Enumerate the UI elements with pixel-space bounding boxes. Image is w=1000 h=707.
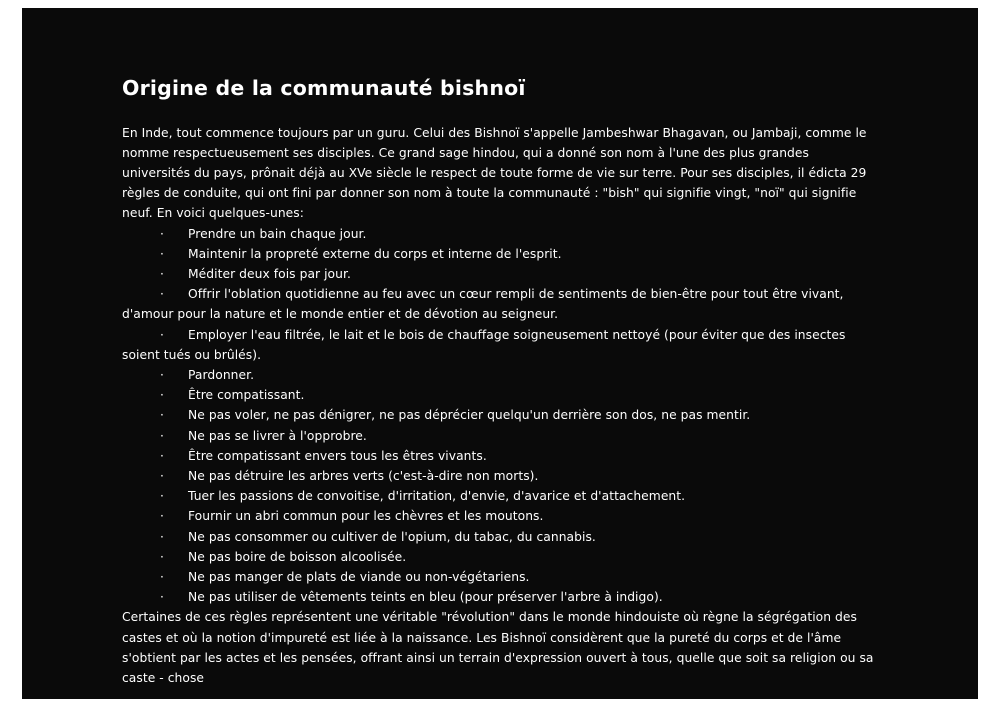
rule-text: Ne pas consommer ou cultiver de l'opium, du tabac, du cannabis. — [188, 529, 596, 544]
rule-text: Méditer deux fois par jour. — [188, 267, 351, 282]
rule-text: Fournir un abri commun pour les chèvres et les moutons. — [188, 509, 544, 524]
bullet-icon: · — [160, 388, 164, 403]
list-item — [122, 284, 874, 324]
bullet-icon: · — [160, 590, 164, 605]
list-item — [122, 405, 874, 425]
page-title: Origine de la communauté bishnoï — [122, 76, 526, 100]
rule-text: Pardonner. — [188, 368, 255, 383]
bullet-icon: · — [160, 489, 164, 504]
rule-text: Tuer les passions de convoitise, d'irritation, d'envie, d'avarice et d'attachement. — [188, 489, 686, 504]
bullet-icon: · — [160, 509, 164, 524]
rule-text: Être compatissant. — [188, 388, 305, 403]
intro-paragraph: En Inde, tout commence toujours par un guru. Celui des Bishnoï s'appelle Jambeshwar Bhagavan, ou Jambaji, comme le nomme respectueusement ses disciples. Ce grand sage hindou, qui a donné son nom à l'une des plus grandes universités du pays, prônait déjà au XVe siècle le respect de toute forme de vie sur terre. Pour ses disciples, il édicta 29 règles de conduite, qui ont fini par donner son nom à toute la communauté : "bish" qui signifie vingt, "noï" qui signifie neuf. En voici quelques-unes: — [122, 125, 867, 221]
rule-text: Offrir l'oblation quotidienne au feu avec un cœur rempli de sentiments de bien-être pour tout être vivant, d'amour pour la nature et le monde entier et de dévotion au seigneur. — [122, 287, 844, 322]
rule-text: Ne pas manger de plats de viande ou non-végétariens. — [188, 570, 530, 585]
list-item — [122, 385, 874, 405]
rule-text: Employer l'eau filtrée, le lait et le bois de chauffage soigneusement nettoyé (pour éviter que des insectes soient tués ou brûlés). — [122, 327, 846, 362]
bullet-icon: · — [160, 327, 164, 342]
bullet-icon: · — [160, 267, 164, 282]
bullet-icon: · — [160, 368, 164, 383]
list-item — [122, 506, 874, 526]
rule-text: Ne pas détruire les arbres verts (c'est-à-dire non morts). — [188, 469, 539, 484]
list-item — [122, 446, 874, 466]
rule-text: Ne pas utiliser de vêtements teints en bleu (pour préserver l'arbre à indigo). — [188, 590, 663, 605]
rules-list — [122, 224, 874, 608]
rule-text: Ne pas se livrer à l'opprobre. — [188, 428, 367, 443]
list-item — [122, 466, 874, 486]
bullet-icon: · — [160, 570, 164, 585]
list-item — [122, 527, 874, 547]
list-item — [122, 486, 874, 506]
rule-text: Prendre un bain chaque jour. — [188, 226, 367, 241]
bullet-icon: · — [160, 469, 164, 484]
slide-body — [22, 8, 978, 699]
list-item — [122, 567, 874, 587]
list-item — [122, 224, 874, 244]
list-item — [122, 587, 874, 607]
conclusion-paragraph: Certaines de ces règles représentent une véritable "révolution" dans le monde hindouiste où règne la ségrégation des castes et où la notion d'impureté est liée à la naissance. Les Bishnoï considèrent que la pureté du corps et de l'âme s'obtient par les actes et les pensées, offrant ainsi un terrain d'expression ouvert à tous, quelle que soit sa religion ou sa caste - chose — [122, 610, 874, 686]
list-item — [122, 426, 874, 446]
list-item — [122, 264, 874, 284]
list-item — [122, 244, 874, 264]
rule-text: Être compatissant envers tous les êtres vivants. — [188, 448, 487, 463]
rule-text: Maintenir la propreté externe du corps et interne de l'esprit. — [188, 246, 562, 261]
bullet-icon: · — [160, 428, 164, 443]
bullet-icon: · — [160, 408, 164, 423]
list-item — [122, 325, 874, 365]
rule-text: Ne pas voler, ne pas dénigrer, ne pas déprécier quelqu'un derrière son dos, ne pas mentir. — [188, 408, 751, 423]
rule-text: Ne pas boire de boisson alcoolisée. — [188, 549, 407, 564]
bullet-icon: · — [160, 529, 164, 544]
slide-content — [122, 76, 874, 688]
list-item — [122, 547, 874, 567]
bullet-icon: · — [160, 226, 164, 241]
bullet-icon: · — [160, 287, 164, 302]
list-item — [122, 365, 874, 385]
bullet-icon: · — [160, 448, 164, 463]
bullet-icon: · — [160, 549, 164, 564]
bullet-icon: · — [160, 246, 164, 261]
